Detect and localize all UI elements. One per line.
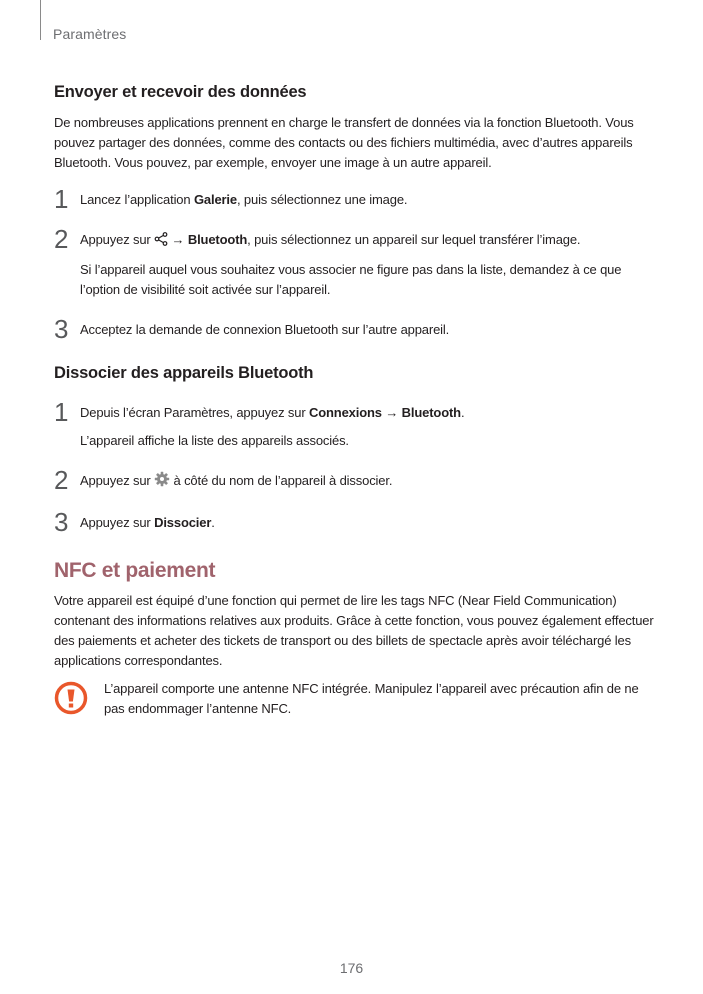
heading-nfc: NFC et paiement [54,559,216,582]
gear-icon [154,471,170,493]
send-step-3: 3 Acceptez la demande de connexion Bluetooth sur l’autre appareil. [54,314,450,344]
option-bluetooth: Bluetooth [187,232,248,247]
send-step-2-note: Si l’appareil auquel vous souhaitez vous associer ne figure pas dans la liste, demandez à ce que l’option de visibilité soit activée sur l’appareil. [80,262,622,297]
page-number: 176 [339,960,364,976]
step-number: 3 [54,507,69,537]
send-intro: De nombreuses applications prennent en charge le transfert de données via la fonction Bluetooth. Vous pouvez partager des données, comme des contacts ou des fichiers multimédia, avec d’autres appareils Bluetooth. Vous pouvez, par exemple, envoyer une image à un autre appareil. [54,115,634,170]
unpair-step-1: 1 Depuis l’écran Paramètres, appuyez sur Connexions → Bluetooth. L’appareil affiche la liste des appareils associés. [54,403,654,451]
share-icon [154,232,168,252]
unpair-step-1-note: L’appareil affiche la liste des appareils associés. [80,433,349,448]
step-number: 2 [54,465,69,495]
caution-text: L’appareil comporte une antenne NFC intégrée. Manipulez l’appareil avec précaution afin de ne pas endommager l’antenne NFC. [104,681,639,716]
send-step-2: 2 Appuyez sur → Bluetooth, puis sélectionnez un appareil sur lequel transférer l’image. Si l’appareil auquel vous souhaitez vous associer ne figure pas dans la liste, demandez à ce que l’option de visibilité soit activée sur l’appareil. [54,230,654,300]
page-content [54,83,654,719]
caution-icon [54,681,88,721]
step-number: 1 [54,397,69,427]
option-connexions: Connexions [308,405,382,420]
option-bluetooth: Bluetooth [401,405,461,420]
nfc-intro: Votre appareil est équipé d’une fonction qui permet de lire les tags NFC (Near Field Communication) contenant des informations relatives aux produits. Grâce à cette fonction, vous pouvez également effectuer des paiements et acheter des tickets de transport ou des billets de spectacle après avoir téléchargé les applications correspondantes. [54,593,654,668]
option-dissocier: Dissocier [154,515,212,530]
step-number: 1 [54,184,69,214]
unpair-step-2: 2 Appuyez sur à côté du nom de l’appareil à dissocier. [54,465,393,495]
caution-note [54,679,654,719]
header-rule [40,0,41,40]
step-number: 3 [54,314,69,344]
app-gallery: Galerie [193,192,237,207]
heading-unpair: Dissocier des appareils Bluetooth [54,364,314,382]
step-number: 2 [54,224,69,254]
send-step-1: 1 Lancez l’application Galerie, puis sélectionnez une image. [54,184,408,214]
running-header: Paramètres [53,26,127,42]
unpair-step-3: 3 Appuyez sur Dissocier. [54,507,215,537]
heading-send-receive: Envoyer et recevoir des données [54,83,307,101]
